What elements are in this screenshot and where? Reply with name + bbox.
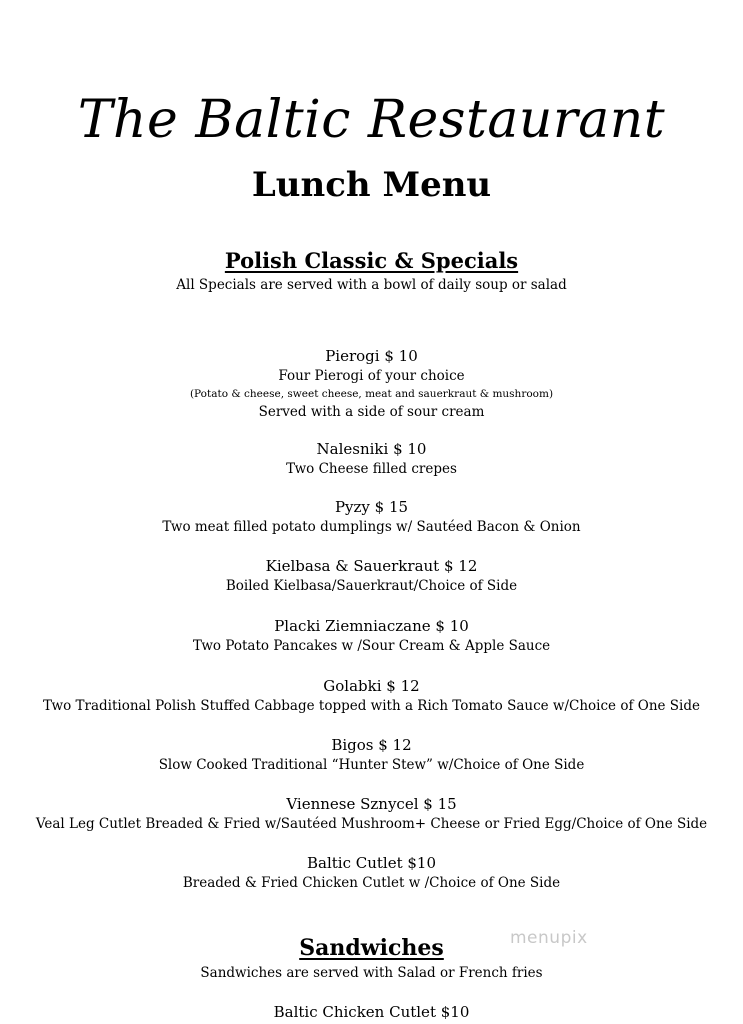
menu-item-description: Two Cheese filled crepes (286, 461, 457, 477)
menu-subtitle: Lunch Menu (251, 165, 492, 205)
menu-item-description: Four Pierogi of your choice (278, 368, 465, 384)
menu-item-description: Breaded & Fried Chicken Cutlet w /Choice of One Side (182, 875, 561, 891)
menu-item-description: Served with a side of sour cream (258, 404, 485, 420)
menu-item-pierogi (0, 346, 743, 422)
section-heading-sandwiches: Sandwiches (299, 935, 444, 961)
menu-item-name: Pyzy $ 15 (334, 498, 409, 516)
watermark-logo: menupix (510, 928, 588, 948)
menu-item-kielbasa (0, 556, 743, 596)
menu-item-description: Veal Leg Cutlet Breaded & Fried w/Sautéed Mushroom+ Cheese or Fried Egg/Choice of One Side (35, 816, 708, 832)
menu-item-bigos (0, 735, 743, 775)
menu-item-pyzy (0, 497, 743, 537)
menu-item-description: Slow Cooked Traditional “Hunter Stew” w/Choice of One Side (158, 757, 585, 773)
menu-item-description: Two meat filled potato dumplings w/ Sautéed Bacon & Onion (162, 519, 581, 535)
menu-item-nalesniki (0, 439, 743, 479)
menu-item-name: Baltic Chicken Cutlet $10 (273, 1003, 470, 1021)
section-note-polish-classics: All Specials are served with a bowl of daily soup or salad (176, 277, 567, 293)
menu-item-name: Golabki $ 12 (323, 677, 420, 695)
menu-item-baltic-cutlet (0, 853, 743, 893)
menu-item-golabki (0, 676, 743, 716)
menu-item-name: Nalesniki $ 10 (316, 440, 427, 458)
menu-item-placki (0, 616, 743, 656)
menu-item-viennese-sznycel (0, 794, 743, 834)
menu-item-name: Placki Ziemniaczane $ 10 (274, 617, 469, 635)
menu-item-name: Baltic Cutlet $10 (306, 854, 437, 872)
menu-item-name: Bigos $ 12 (331, 736, 412, 754)
section-heading-polish-classics: Polish Classic & Specials (224, 248, 519, 273)
restaurant-title: The Baltic Restaurant (77, 90, 666, 150)
menu-item-options: (Potato & cheese, sweet cheese, meat and sauerkraut & mushroom) (189, 388, 554, 400)
menu-item-name: Pierogi $ 10 (325, 347, 418, 365)
menu-item-name: Viennese Sznycel $ 15 (286, 795, 457, 813)
menu-item-name: Kielbasa & Sauerkraut $ 12 (265, 557, 478, 575)
section-note-sandwiches: Sandwiches are served with Salad or French fries (200, 965, 543, 981)
menu-item-description: Boiled Kielbasa/Sauerkraut/Choice of Side (225, 578, 518, 594)
menu-item-description: Two Potato Pancakes w /Sour Cream & Apple Sauce (192, 638, 551, 654)
menu-item-description: Two Traditional Polish Stuffed Cabbage topped with a Rich Tomato Sauce w/Choice of One Side (42, 698, 700, 714)
menu-item-baltic-chicken-cutlet (0, 1002, 743, 1022)
